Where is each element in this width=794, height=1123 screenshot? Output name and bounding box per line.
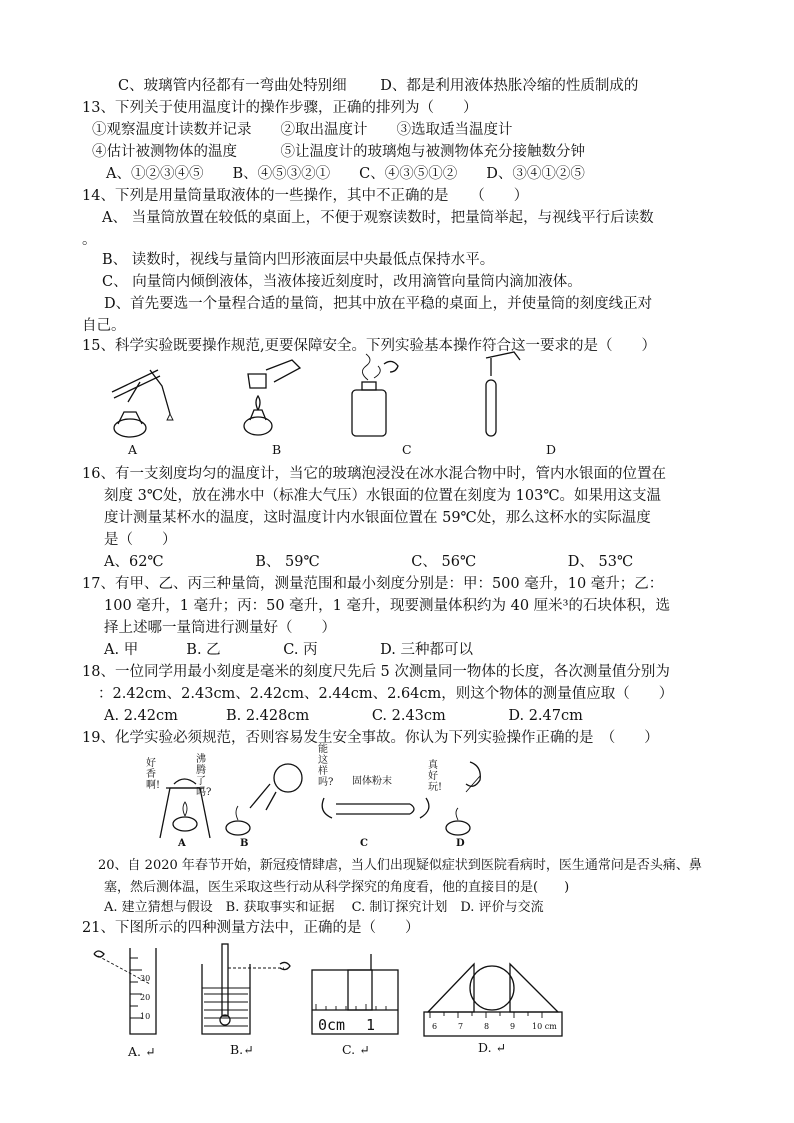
- q13-steps-2: ④估计被测物体的温度 ⑤让温度计的玻璃炮与被测物体充分接触数分钟: [92, 144, 585, 160]
- q16-stem-1: 16、有一支刻度均匀的温度计，当它的玻璃泡浸没在冰水混合物中时，管内水银面的位置在: [82, 466, 666, 482]
- q21-label-c: C. ↵: [342, 1042, 370, 1057]
- q17-stem-1: 17、有甲、乙、丙三种量筒，测量范围和最小刻度分别是：甲：500 毫升，10 毫升；乙：: [82, 576, 664, 592]
- q20-options: A. 建立猜想与假设 B. 获取事实和证据 C. 制订探究计划 D. 评价与交流: [104, 900, 544, 915]
- q20-stem-1: 20、自 2020 年春节开始，新冠疫情肆虐，当人们出现疑似症状到医院看病时，医生通常问是否头痛、鼻: [98, 858, 702, 873]
- q21-label-a: A. ↵: [128, 1044, 156, 1059]
- q21-ruler-c-one: 1: [366, 1016, 376, 1034]
- q18-stem-2: ：2.42cm、2.43cm、2.42cm、2.44cm、2.64cm，则这个物体的测量值应取（ ）: [98, 686, 674, 702]
- q14-option-a: A、 当量筒放置在较低的桌面上，不便于观察读数时，把量筒举起，与视线平行后读数: [102, 210, 654, 226]
- q19-label-b: B: [240, 838, 249, 849]
- q21-ruler-d-6: 6: [432, 1022, 438, 1031]
- q15-a-image: [112, 370, 173, 437]
- q14-option-b: B、 读数时，视线与量筒内凹形液面层中央最低点保持水平。: [102, 252, 495, 268]
- q19-bubble-d: 真好玩!: [428, 760, 443, 793]
- q19-bubble-b: 沸腾了吗?: [196, 754, 212, 798]
- q21-b-image: [202, 944, 290, 1034]
- q16-stem-2: 刻度 3℃处，放在沸水中（标准大气压）水银面的位置在刻度为 103℃。如果用这支温: [104, 488, 662, 504]
- q20-stem-2: 塞，然后测体温，医生采取这些行动从科学探究的角度看，他的直接目的是( ): [104, 880, 570, 895]
- q15-label-b: B: [272, 442, 282, 457]
- q12-option-cd: C、玻璃管内径都有一弯曲处特别细 D、都是利用液体热胀冷缩的性质制成的: [118, 78, 639, 94]
- q17-stem-3: 择上述哪一量筒进行测量好（ ）: [104, 620, 336, 636]
- q19-label-c: C: [360, 838, 368, 849]
- q21-ruler-c-zero: 0cm: [318, 1016, 346, 1034]
- q16-stem-4: 是（ ）: [104, 532, 177, 548]
- q14-option-c: C、 向量筒内倾倒液体，当液体接近刻度时，改用滴管向量筒内滴加液体。: [102, 274, 582, 290]
- q19-label-d: D: [456, 838, 465, 849]
- q21-cyl-tick-20: 20: [140, 993, 151, 1002]
- q19-c-image: [322, 798, 429, 818]
- q19-label-a: A: [178, 838, 186, 849]
- q21-a-image: [94, 948, 156, 1034]
- q21-cyl-tick-10: 10: [140, 1012, 151, 1021]
- q21-ruler-d-10: 10 cm: [532, 1022, 557, 1031]
- q15-stem: 15、科学实验既要操作规范,更要保障安全。下列实验基本操作符合这一要求的是（ ）: [82, 338, 657, 354]
- q21-ruler-d-9: 9: [510, 1022, 516, 1031]
- q17-options: A. 甲 B. 乙 C. 丙 D. 三种都可以: [104, 642, 474, 658]
- q21-ruler-d-7: 7: [458, 1022, 464, 1031]
- q21-stem: 21、下图所示的四种测量方法中，正确的是（ ）: [82, 920, 420, 936]
- q14-stem: 14、下列是用量筒量取液体的一些操作，其中不正确的是 （ ）: [82, 188, 529, 204]
- q19-stem: 19、化学实验必须规范，否则容易发生安全事故。你认为下列实验操作正确的是 （ ）: [82, 730, 659, 746]
- q13-steps-1: ①观察温度计读数并记录 ②取出温度计 ③选取适当温度计: [92, 122, 513, 138]
- q13-options: A、①②③④⑤ B、④⑤③②① C、④③⑤①② D、③④①②⑤: [106, 166, 585, 182]
- q16-options: A、62℃ B、 59℃ C、 56℃ D、 53℃: [104, 554, 634, 570]
- q14-option-d-end: 自己。: [82, 318, 126, 334]
- q15-b-image: [244, 360, 300, 435]
- q15-c-image: [352, 354, 398, 436]
- q15-label-d: D: [546, 442, 557, 457]
- q17-stem-2: 100 毫升，1 毫升；丙：50 毫升，1 毫升，现要测量体积约为 40 厘米³的石块体积，选: [104, 598, 670, 614]
- q15-figure: [100, 352, 550, 444]
- q15-label-a: A: [128, 442, 138, 457]
- q21-ruler-d-8: 8: [484, 1022, 490, 1031]
- q13-stem: 13、下列关于使用温度计的操作步骤，正确的排列为（ ）: [82, 100, 478, 116]
- q19-powder-label: 固体粉末: [352, 776, 392, 787]
- q14-option-d: D、首先要选一个量程合适的量筒，把其中放在平稳的桌面上，并使量筒的刻度线正对: [104, 296, 653, 312]
- q21-label-b: B.↵: [230, 1042, 254, 1057]
- q18-stem-1: 18、一位同学用最小刻度是毫米的刻度尺先后 5 次测量同一物体的长度，各次测量值分别为: [82, 664, 670, 680]
- q18-options: A. 2.42cm B. 2.428cm C. 2.43cm D. 2.47cm: [104, 708, 583, 724]
- q21-label-d: D. ↵: [478, 1040, 506, 1055]
- q21-cyl-tick-30: 30: [140, 974, 151, 983]
- q14-option-a-end: 。: [82, 232, 97, 248]
- q16-stem-3: 度计测量某杯水的温度，这时温度计内水银面位置在 59℃处，那么这杯水的实际温度: [104, 510, 651, 526]
- q19-d-image: [446, 762, 480, 835]
- q19-bubble-a: 好香啊!: [146, 758, 161, 791]
- q15-label-c: C: [402, 442, 412, 457]
- q15-d-image: [486, 352, 520, 436]
- q19-bubble-c: 能这样吗?: [318, 744, 334, 788]
- q19-b-image: [226, 764, 302, 835]
